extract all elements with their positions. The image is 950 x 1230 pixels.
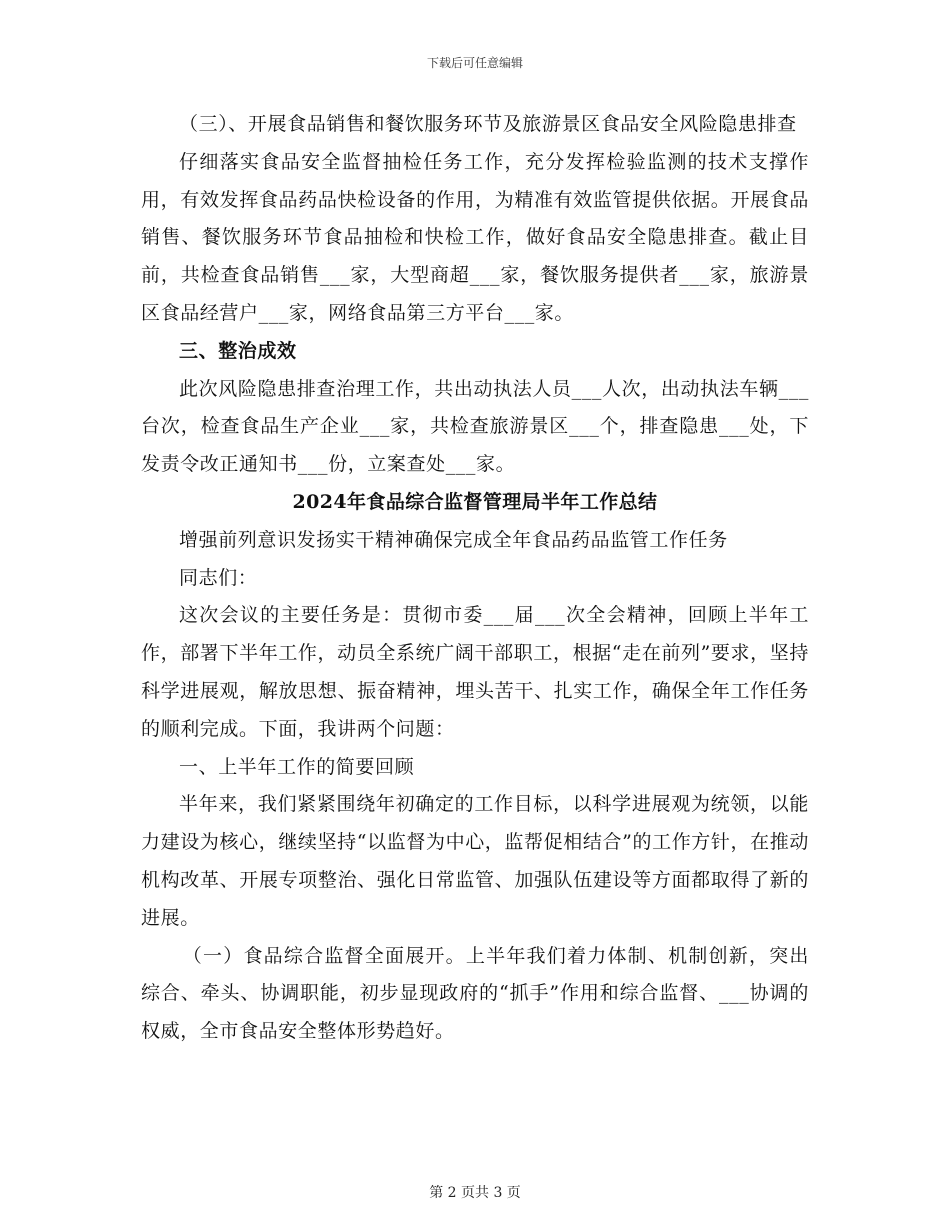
document-title: 2024年食品综合监督管理局半年工作总结 bbox=[292, 490, 658, 513]
body-paragraph: 仔细落实食品安全监督抽检任务工作，充分发挥检验监测的技术支撑作用，有效发挥食品药品快检设备的作用，为精准有效监管提供依据。开展食品销售、餐饮服务环节食品抽检和快检工作，做好食品安全隐患排查。截止目前，共检查食品销售___家，大型商超___家，餐饮服务提供者___家，旅游景区食品经营户___家，网络食品第三方平台___家。 bbox=[141, 150, 809, 324]
section-heading-3: （三）、开展食品销售和餐饮服务环节及旅游景区食品安全风险隐患排查 bbox=[179, 113, 797, 135]
page-footer: 第 2 页共 3 页 bbox=[429, 1185, 521, 1201]
salutation: 同志们： bbox=[179, 566, 258, 589]
section-heading-results: 三、整治成效 bbox=[179, 339, 297, 362]
subtitle-line: 增强前列意识发扬实干精神确保完成全年食品药品监管工作任务 bbox=[179, 528, 728, 551]
body-paragraph: 半年来，我们紧紧围绕年初确定的工作目标，以科学进展观为统领，以能力建设为核心，继续坚持“以监督为中心，监帮促相结合”的工作方针，在推动机构改革、开展专项整治、强化日常监管、加强队伍建设等方面都取得了新的进展。 bbox=[141, 793, 809, 929]
body-paragraph: 此次风险隐患排查治理工作，共出动执法人员___人次，出动执法车辆___台次，检查食品生产企业___家，共检查旅游景区___个，排查隐患___处，下发责令改正通知书___份，立案查处___家。 bbox=[141, 377, 809, 476]
section-heading-review: 一、上半年工作的简要回顾 bbox=[179, 755, 415, 778]
body-paragraph: 这次会议的主要任务是：贯彻市委___届___次全会精神，回顾上半年工作，部署下半年工作，动员全系统广阔干部职工，根据“走在前列”要求，坚持科学进展观，解放思想、振奋精神，埋头苦干、扎实工作，确保全年工作任务的顺利完成。下面，我讲两个问题： bbox=[141, 604, 809, 740]
body-paragraph: （一）食品综合监督全面展开。上半年我们着力体制、机制创新，突出综合、牵头、协调职能，初步显现政府的“抓手”作用和综合监督、___协调的权威，全市食品安全整体形势趋好。 bbox=[141, 944, 809, 1043]
page-header: 下载后可任意编辑 bbox=[426, 56, 523, 70]
document-body bbox=[141, 106, 809, 1051]
